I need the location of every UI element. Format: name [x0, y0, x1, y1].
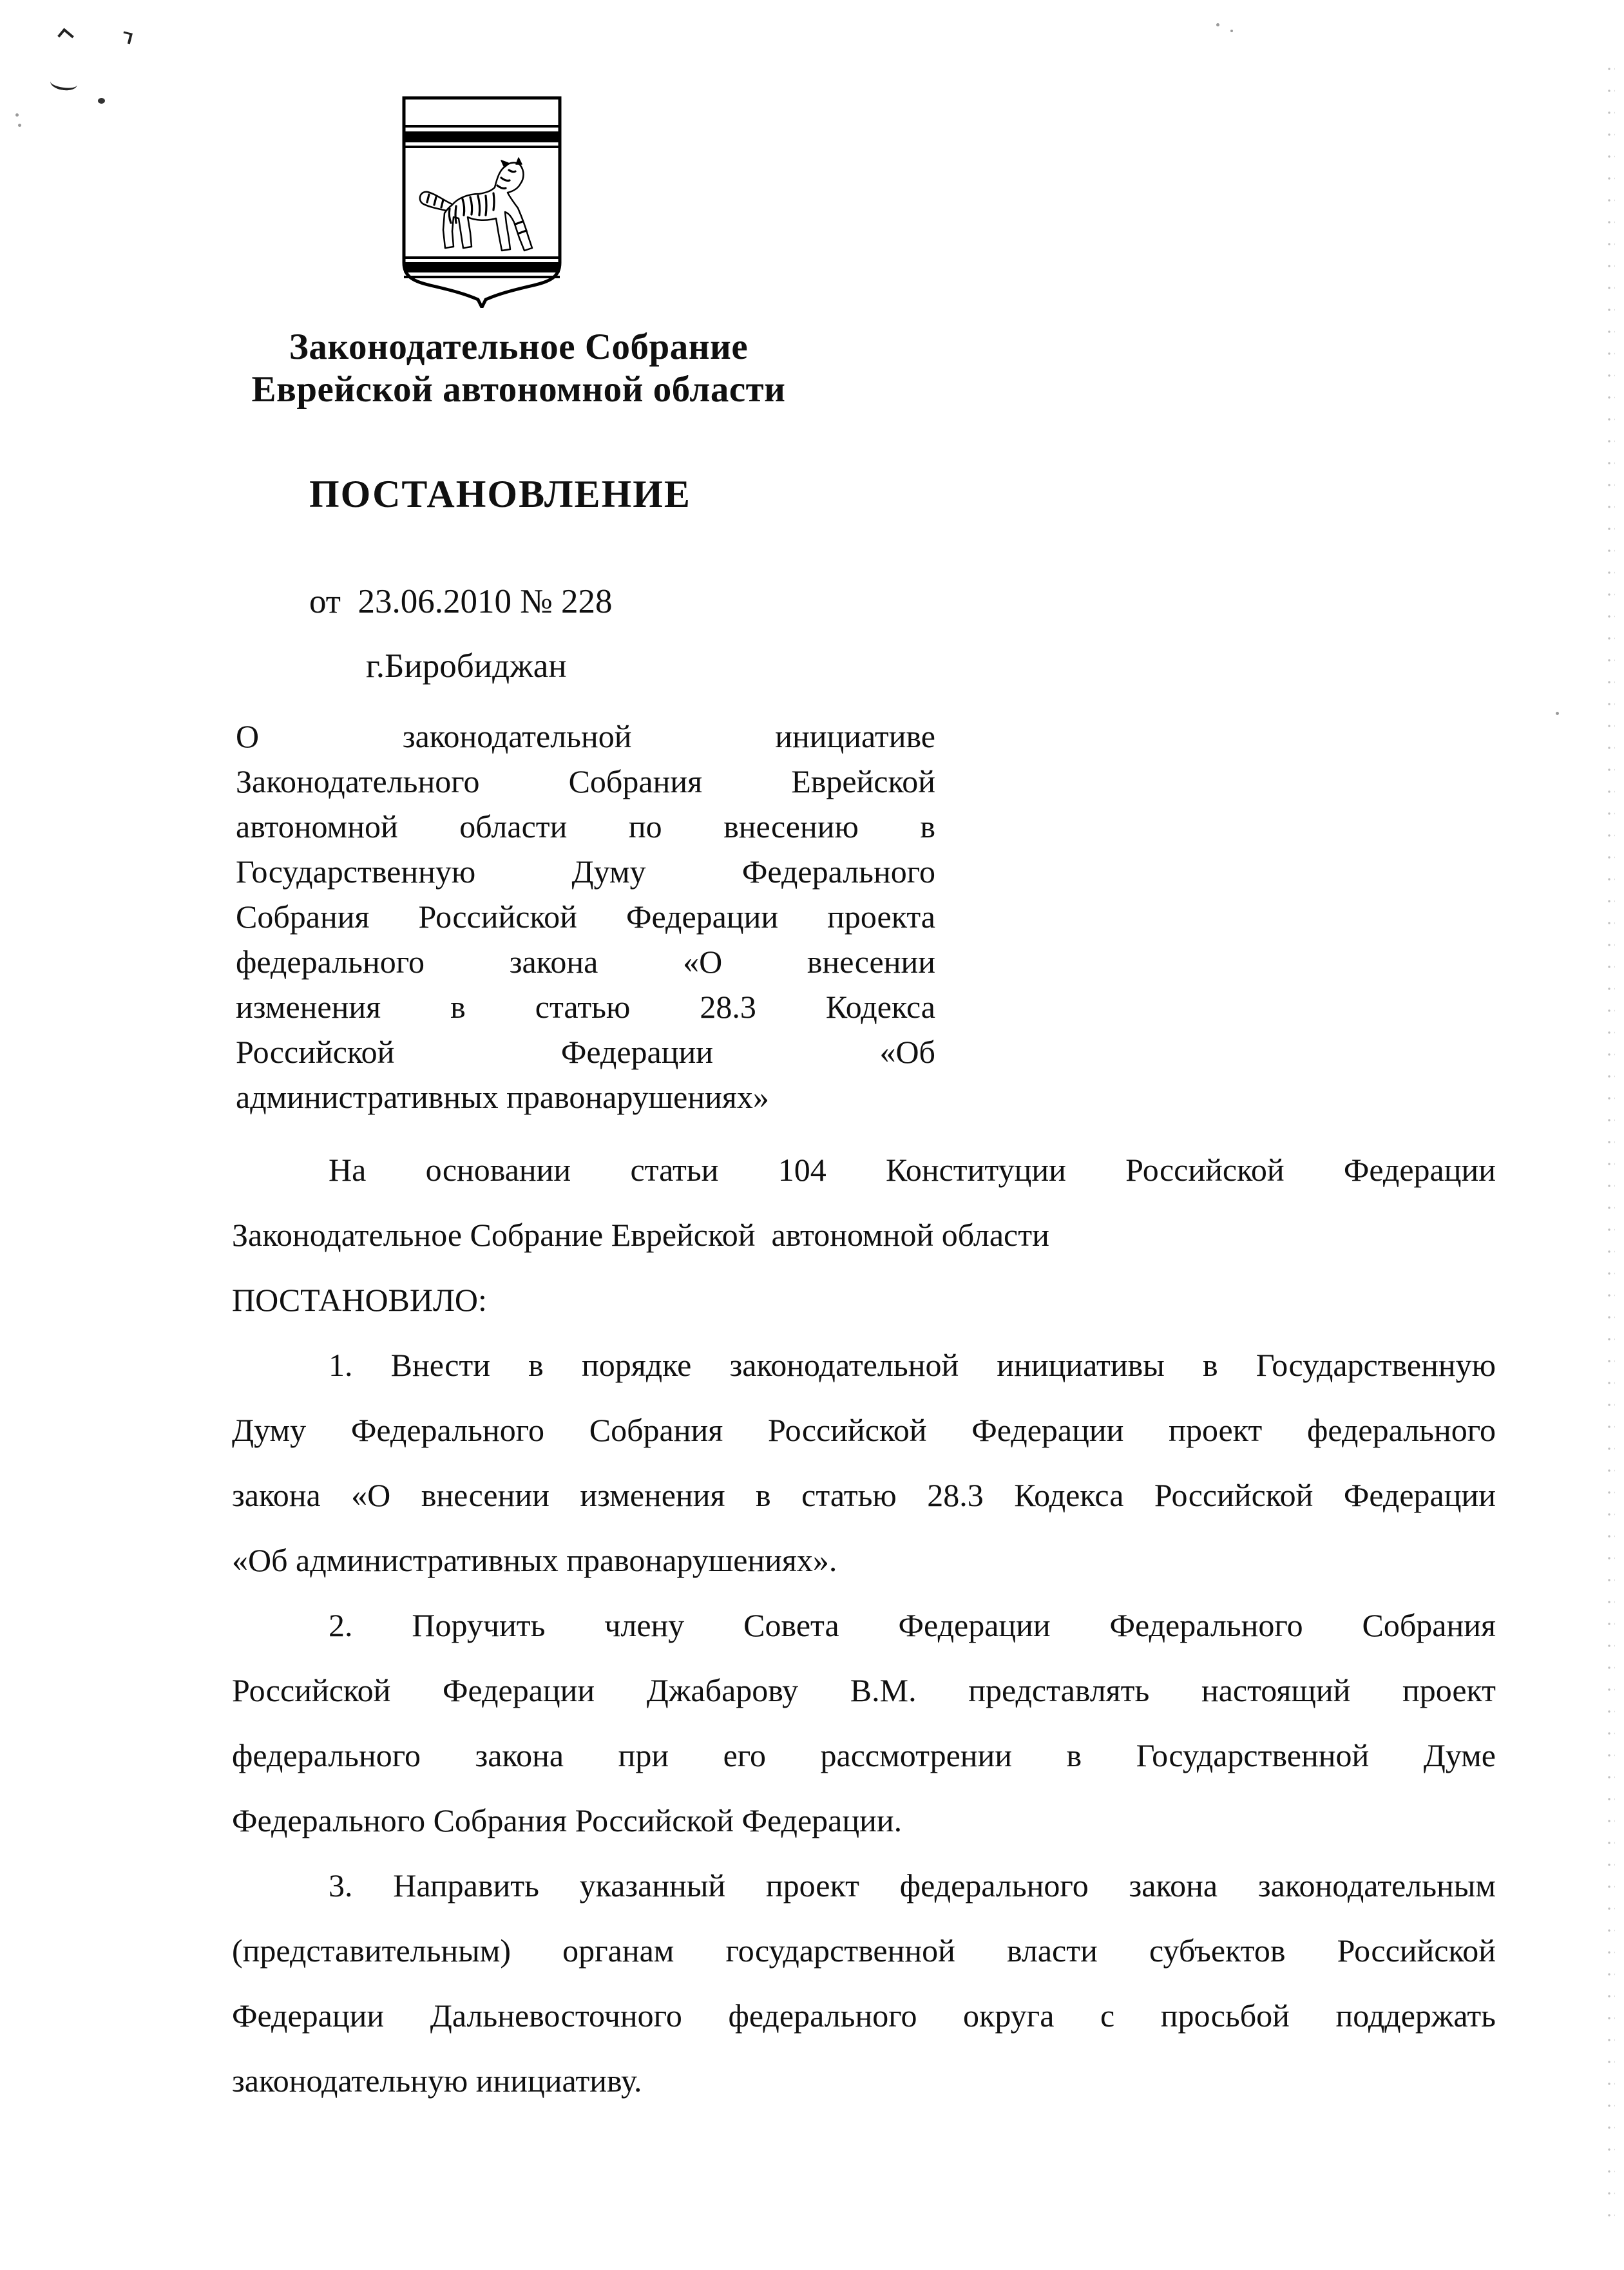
body-line: На основании статьи 104 Конституции Российской Федерации — [329, 1152, 1496, 1188]
body-line: федерального закона при его рассмотрении в Государственной Думе — [232, 1737, 1496, 1773]
document-date-number: от 23.06.2010 № 228 — [309, 583, 613, 620]
title-line: Собрания Российской Федерации проекта — [236, 899, 935, 935]
title-line: О законодательной инициативе — [236, 718, 935, 754]
scan-artifact — [1230, 30, 1233, 32]
document-city: г.Биробиджан — [366, 647, 567, 685]
body-line: закона «О внесении изменения в статью 28.3 Кодекса Российской Федерации — [232, 1477, 1496, 1513]
scan-artifact — [57, 28, 74, 44]
body-line: 1. Внести в порядке законодательной инициативы в Государственную — [329, 1347, 1496, 1383]
body-line: ПОСТАНОВИЛО: — [232, 1282, 487, 1318]
body-line: 2. Поручить члену Совета Федерации Федерального Собрания — [329, 1607, 1496, 1643]
body-line: Думу Федерального Собрания Российской Федерации проект федерального — [232, 1412, 1496, 1448]
body-line: Законодательное Собрание Еврейской автономной области — [232, 1217, 1049, 1253]
document-title — [236, 714, 935, 1120]
scan-artifact — [18, 124, 21, 127]
scan-artifact — [50, 74, 79, 92]
title-line: Российской Федерации «Об — [236, 1034, 935, 1070]
title-line: Законодательного Собрания Еврейской — [236, 763, 935, 799]
tiger-shield-icon — [401, 95, 563, 308]
scan-artifact — [1216, 23, 1219, 26]
coat-of-arms — [401, 95, 563, 311]
document-type-heading: ПОСТАНОВЛЕНИЕ — [309, 473, 691, 515]
body-line: Федерального Собрания Российской Федерации. — [232, 1802, 903, 1838]
organization-name-line2: Еврейской автономной области — [251, 369, 786, 410]
body-line: «Об административных правонарушениях». — [232, 1542, 837, 1578]
title-line: Государственную Думу Федерального — [236, 854, 935, 890]
title-line: автономной области по внесению в — [236, 808, 935, 844]
organization-name — [193, 326, 844, 411]
body-line: законодательную инициативу. — [232, 2063, 642, 2099]
body-line: Федерации Дальневосточного федерального округа с просьбой поддержать — [232, 1998, 1496, 2034]
title-line: административных правонарушениях» — [236, 1079, 769, 1115]
scan-artifact — [15, 113, 19, 117]
body-line: Российской Федерации Джабарову В.М. представлять настоящий проект — [232, 1672, 1496, 1708]
body-line: (представительным) органам государственной власти субъектов Российской — [232, 1932, 1496, 1969]
scan-edge-noise — [1606, 58, 1615, 2231]
scan-artifact — [1556, 712, 1559, 715]
body-line: 3. Направить указанный проект федерального закона законодательным — [329, 1867, 1496, 1903]
title-line: федерального закона «О внесении — [236, 944, 935, 980]
scan-artifact — [121, 32, 133, 44]
organization-name-line1: Законодательное Собрание — [289, 327, 749, 367]
document-body — [232, 1138, 1496, 2113]
scan-artifact — [98, 98, 105, 104]
title-line: изменения в статью 28.3 Кодекса — [236, 989, 935, 1025]
